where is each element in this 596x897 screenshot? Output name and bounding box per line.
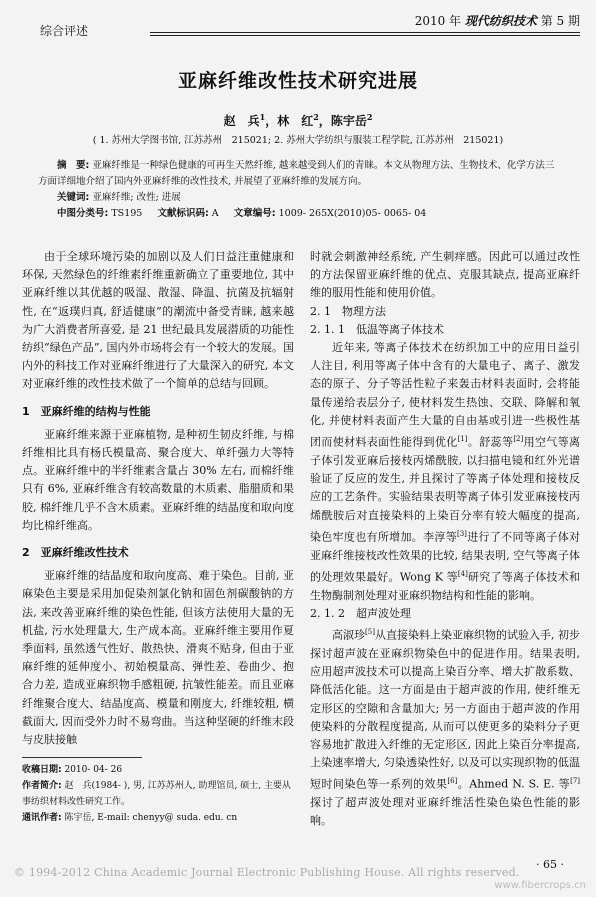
article-no-label: 文章编号: bbox=[233, 208, 276, 219]
author-separator: ， bbox=[318, 114, 331, 128]
text-run: 从直接染料上染亚麻织物的试验入手, 初步探讨超声波在亚麻织物染色中的促进作用。结果表明, 应用超声波技术可以提高上染百分率、增大扩散系数、降低活化能。这一方面是由于超声波的作用, 使纤维无定形区的空隙和含量加大; 另一方面由于超声波的作用使染料的分散程度提高, 从而可以使更多的染料分子更容易地扩散进入纤维的无定形区, 因此上染百分率提高, 上染速率增大, 匀染透染性好, 以及可以实现织物的低温短时间染色等一系列的效果 bbox=[310, 628, 580, 791]
right-column bbox=[310, 248, 580, 831]
keywords-text: 亚麻纤维; 改性; 进展 bbox=[92, 192, 181, 203]
author-name: 林 红 bbox=[277, 114, 314, 128]
subsection-heading-2-1-2: 2. 1. 2 超声波处理 bbox=[310, 606, 411, 620]
header-issue: 第 5 期 bbox=[540, 14, 580, 28]
text-run: 高淑珍 bbox=[332, 628, 366, 642]
citation-ref: [1] bbox=[457, 435, 468, 444]
structure-paragraph: 亚麻纤维来源于亚麻植物, 是种初生韧皮纤维, 与棉纤维相比具有杨氏模量高、聚合度大、单纤强力大等特点。亚麻纤维中的半纤维素含量占 30% 左右, 而棉纤维只有 6%, 亚麻纤维含有较高数量的木质素、脂腊质和果胶, 棉纤维几乎不含木质素。亚麻纤维的结晶度和取向度均比棉纤维高。 bbox=[22, 427, 294, 532]
author-bio bbox=[22, 778, 294, 810]
section-heading-2: 2 亚麻纤维改性技术 bbox=[22, 546, 129, 560]
copyright-notice: © 1994-2012 China Academic Journal Electronic Publishing House. All rights reserved. bbox=[14, 866, 520, 879]
author-name: 赵 兵 bbox=[223, 114, 260, 128]
author-line bbox=[0, 112, 596, 129]
bio-text: 赵 兵(1984- ), 男, 江苏苏州人, 助理馆员, 硕士, 主要从事纺织材料改性研究工作。 bbox=[22, 781, 291, 807]
section-label: 综合评述 bbox=[40, 24, 89, 38]
text-run: 研究了等离子体技术和生物酶制剂处理对亚麻织物结构和性能的影响。 bbox=[310, 570, 580, 602]
text-run: 近年来, 等离子体技术在纺织加工中的应用日益引人注目, 利用等离子体中含有的大量电子、离子、激发态的原子、分子等活性粒子来轰击材料表面时, 会将能量传递给表层分子, 使材料发生热蚀、交联、降解和氧化, 并使材料表面产生大量的自由基或引进一些极性基团而使材料表面性能得到优化 bbox=[310, 341, 580, 449]
watermark: www.fibercrops.cn bbox=[494, 880, 586, 891]
text-run: 。舒蕊等 bbox=[467, 435, 514, 449]
page-number: · 65 · bbox=[536, 858, 564, 871]
text-run: 进行了不同等离子体对亚麻纤维接枝改性效果的比较, 结果表明, 空气等离子体的处理效果最好。Wong K 等 bbox=[310, 530, 580, 584]
abstract bbox=[38, 158, 558, 190]
received-value: 2010- 04- 26 bbox=[64, 765, 123, 775]
author-name: 陈宇岳 bbox=[330, 114, 367, 128]
plasma-paragraph bbox=[310, 339, 580, 605]
corr-text: 陈宇岳, E-mail: chenyy@ suda. edu. cn bbox=[64, 813, 238, 823]
abstract-label: 摘 要: bbox=[57, 160, 90, 171]
header-year: 2010 年 bbox=[414, 14, 462, 28]
citation-ref: [6] bbox=[447, 777, 458, 786]
doc-code-label: 文献标识码: bbox=[157, 208, 209, 219]
author-affil-mark: 1 bbox=[259, 112, 266, 122]
bio-label: 作者简介: bbox=[22, 781, 62, 791]
article-title: 亚麻纤维改性技术研究进展 bbox=[177, 70, 418, 92]
keywords-label: 关键词: bbox=[57, 192, 90, 203]
clc-value: TS195 bbox=[111, 208, 143, 219]
classification-line bbox=[38, 206, 558, 222]
footnote-rule bbox=[22, 757, 142, 758]
journal-name: 现代纺织技术 bbox=[464, 14, 537, 28]
left-column bbox=[22, 248, 294, 749]
affiliations: ( 1. 苏州大学图书馆, 江苏苏州 215021; 2. 苏州大学纺织与服装工程学院, 江苏苏州 215021) bbox=[92, 135, 504, 146]
received-label: 收稿日期: bbox=[22, 765, 62, 775]
text-run: 探讨了超声波处理对亚麻纤维活性染色染色性能的影响。 bbox=[310, 796, 580, 828]
keywords bbox=[38, 190, 558, 206]
corr-label: 通讯作者: bbox=[22, 813, 62, 823]
running-header bbox=[415, 12, 580, 29]
doc-code-value: A bbox=[211, 208, 219, 219]
intro-paragraph: 由于全球环境污染的加剧以及人们日益注重健康和环保, 天然绿色的纤维素纤维重新确立了重要地位, 其中亚麻纤维以其优越的吸湿、散湿、降温、抗菌及抗辐射性, 在“返璞归真, 舒适健康”的潮流中备受青睐, 越来越为广大消费者所喜爱, 是 21 世纪最具发展潜质的功能性纺织“绿色产品”, 国内外市场将会有一个较大的发展。国内外的科技工作对亚麻纤维进行了大量深入的研究, 本文对亚麻纤维的改性技术做了一个简单的总结与回顾。 bbox=[22, 250, 294, 391]
footnote-block bbox=[22, 762, 294, 826]
clc-label: 中图分类号: bbox=[57, 208, 109, 219]
received-date bbox=[22, 762, 294, 778]
article-no-value: 1009- 265X(2010)05- 0065- 04 bbox=[278, 208, 427, 219]
header-rule-thin bbox=[150, 35, 580, 36]
continued-paragraph: 时就会刺激神经系统, 产生刺痒感。因此可以通过改性的方法保留亚麻纤维的优点、克服其缺点, 提高亚麻纤维的服用性能和使用价值。 bbox=[310, 250, 580, 300]
section-heading-1: 1 亚麻纤维的结构与性能 bbox=[22, 404, 151, 418]
header-rule bbox=[150, 32, 580, 33]
citation-ref: [4] bbox=[457, 569, 468, 578]
subsection-heading-2-1: 2. 1 物理方法 bbox=[310, 304, 386, 318]
citation-ref: [7] bbox=[570, 777, 581, 786]
author-affil-mark: 2 bbox=[366, 112, 373, 122]
subsection-heading-2-1-1: 2. 1. 1 低温等离子体技术 bbox=[310, 322, 444, 336]
author-separator: ， bbox=[265, 114, 278, 128]
author-affil-mark: 2 bbox=[313, 112, 319, 122]
ultrasound-paragraph bbox=[310, 623, 580, 831]
citation-ref: [2] bbox=[513, 435, 524, 444]
text-run: 。Ahmed N. S. E. 等 bbox=[457, 777, 571, 791]
abstract-block bbox=[38, 158, 558, 222]
corresponding-author bbox=[22, 810, 294, 826]
citation-ref: [3] bbox=[457, 529, 467, 538]
text-run: 用空气等离子体引发亚麻后接枝丙烯酰胺, 以扫描电镜和红外光谱验证了反应的发生, 并且探讨了等离子体处理和接枝反应的工艺条件。实验结果表明等离子体引发亚麻接枝丙烯酰胺后对直接染料的上染百分率有较大幅度的提高, 染色牢度也有所增加。李淳等 bbox=[310, 435, 581, 544]
abstract-text: 亚麻纤维是一种绿色健康的可再生天然纤维, 越来越受到人们的青睐。本文从物理方法、生物技术、化学方法三方面详细地介绍了国内外亚麻纤维的改性技术, 并展望了亚麻纤维的发展方向。 bbox=[38, 160, 555, 187]
modification-paragraph: 亚麻纤维的结晶度和取向度高、难于染色。目前, 亚麻染色主要是采用加促染剂氯化钠和固色剂碳酸钠的方法, 来改善亚麻纤维的染色性能, 但该方法使用大量的无机盐, 污水处理量大, 生产成本高。亚麻纤维主要用作夏季面料, 虽然透气性好、散热快、滑爽不贴身, 但由于亚麻纤维的延伸度小、初始模量高、弹性差、卷曲少、抱合力差, 造成亚麻织物手感粗硬, 抗皱性能差。而且亚麻纤维聚合度大、结晶度高、模量和刚度大, 纤维较粗, 横截面大, 因而受外力时不易弯曲。当这种坚硬的纤维末段与皮肤接触 bbox=[22, 569, 294, 747]
citation-ref: [5] bbox=[365, 628, 375, 637]
